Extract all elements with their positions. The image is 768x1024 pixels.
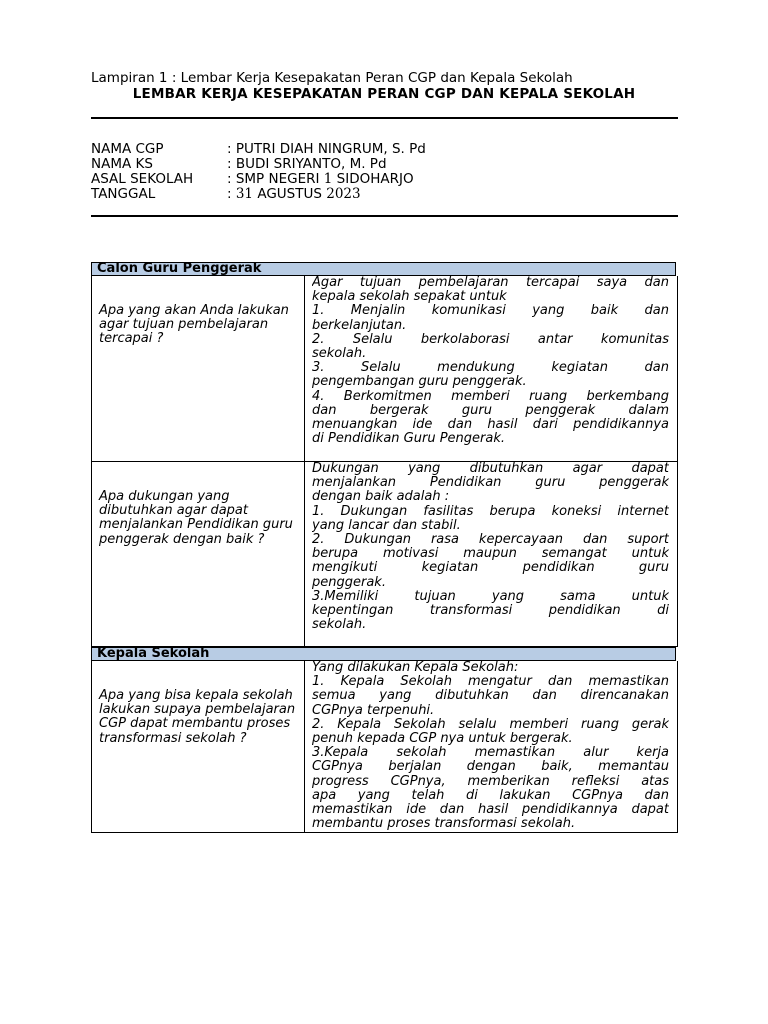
- answer-line: semua yang dibutuhkan dan direncanakan: [312, 689, 669, 704]
- answer-line: penggerak.: [312, 575, 386, 590]
- question-text: Apa yang bisa kepala sekolah lakukan supaya pembelajaran CGP dapat membantu proses transformasi sekolah ?: [99, 688, 296, 746]
- asal-sekolah-value-pre: : SMP NEGERI: [227, 171, 324, 187]
- answer-line: apa yang telah di lakukan CGPnya dan: [312, 788, 669, 803]
- asal-sekolah-value-num: 1: [323, 171, 333, 187]
- question-cell: [92, 462, 305, 646]
- table-row: [91, 661, 678, 833]
- answer-line: di Pendidikan Guru Pengerak.: [312, 432, 505, 447]
- nama-cgp-value: : PUTRI DIAH NINGRUM, S. Pd: [227, 141, 426, 157]
- answer-line: progress CGPnya, memberikan refleksi atas: [312, 774, 669, 789]
- answer-cell: [312, 462, 669, 632]
- tanggal-day: 31: [235, 186, 254, 202]
- answer-line: penuh kepada CGP nya untuk bergerak.: [312, 732, 573, 747]
- answer-line: menjalankan Pendidikan guru penggerak: [312, 476, 669, 491]
- tanggal-label: TANGGAL: [91, 186, 156, 202]
- answer-cell: [312, 661, 669, 831]
- answer-line: sekolah.: [312, 618, 367, 633]
- tanggal-value: [227, 187, 361, 202]
- page-title: LEMBAR KERJA KESEPAKATAN PERAN CGP DAN KEPALA SEKOLAH: [132, 86, 636, 102]
- answer-line: 2. Selalu berkolaborasi antar komunitas: [312, 332, 669, 347]
- answer-line: berupa motivasi maupun semangat untuk: [312, 547, 669, 562]
- question-text: Apa yang akan Anda lakukan agar tujuan pembelajaran tercapai ?: [99, 303, 289, 347]
- nama-cgp-label: NAMA CGP: [91, 141, 164, 157]
- answer-line: menuangkan ide dan hasil dari pendidikannya: [312, 418, 669, 433]
- answer-line: 3.Memiliki tujuan yang sama untuk: [312, 589, 669, 604]
- asal-sekolah-value: [227, 172, 414, 187]
- answer-line: CGPnya berjalan dengan baik, memantau: [312, 760, 669, 775]
- info-row-nama-ks: [91, 157, 426, 172]
- question-cell: [92, 276, 305, 461]
- answer-line: 3.Kepala sekolah memastikan alur kerja: [312, 746, 669, 761]
- answer-line: sekolah.: [312, 347, 367, 362]
- answer-line: 1. Menjalin komunikasi yang baik dan: [312, 304, 669, 319]
- answer-line: yang lancar dan stabil.: [312, 518, 461, 533]
- tanggal-year: 2023: [326, 186, 361, 202]
- tanggal-value-pre: :: [227, 186, 236, 202]
- answer-line: 1. Kepala Sekolah mengatur dan memastikan: [312, 675, 669, 690]
- answer-cell: [312, 276, 669, 446]
- answer-line: berkelanjutan.: [312, 318, 407, 333]
- attachment-caption: Lampiran 1 : Lembar Kerja Kesepakatan Peran CGP dan Kepala Sekolah: [91, 70, 573, 86]
- info-row-asal-sekolah: [91, 172, 426, 187]
- nama-ks-value: : BUDI SRIYANTO, M. Pd: [227, 156, 387, 172]
- question-cell: [92, 661, 305, 832]
- table-row: [91, 462, 678, 647]
- answer-line: pengembangan guru penggerak.: [312, 375, 527, 390]
- nama-ks-label: NAMA KS: [91, 156, 153, 172]
- answer-line: membantu proses transformasi sekolah.: [312, 817, 576, 832]
- identity-block: [91, 142, 426, 202]
- answer-line: kepentingan transformasi pendidikan di: [312, 604, 669, 619]
- answer-line: 4. Berkomitmen memberi ruang berkembang: [312, 389, 669, 404]
- answer-line: dengan baik adalah :: [312, 490, 450, 505]
- question-text: Apa dukungan yang dibutuhkan agar dapat menjalankan Pendidikan guru penggerak dengan baik ?: [99, 489, 293, 547]
- info-row-nama-cgp: [91, 142, 426, 157]
- answer-line: memastikan ide dan hasil pendidikannya dapat: [312, 803, 669, 818]
- asal-sekolah-value-post: SIDOHARJO: [332, 171, 414, 187]
- table-row: [91, 276, 678, 462]
- answer-line: dan bergerak guru penggerak dalam: [312, 403, 669, 418]
- section-heading-ks: Kepala Sekolah: [91, 647, 676, 661]
- answer-line: Yang dilakukan Kepala Sekolah:: [312, 661, 519, 675]
- answer-line: Dukungan yang dibutuhkan agar dapat: [312, 462, 669, 476]
- bottom-divider: [91, 215, 678, 217]
- answer-line: 3. Selalu mendukung kegiatan dan: [312, 361, 669, 376]
- answer-line: 1. Dukungan fasilitas berupa koneksi internet: [312, 504, 669, 519]
- section-heading-cgp: Calon Guru Penggerak: [91, 262, 676, 276]
- top-divider: [91, 117, 678, 119]
- answer-line: 2. Kepala Sekolah selalu memberi ruang gerak: [312, 717, 669, 732]
- asal-sekolah-label: ASAL SEKOLAH: [91, 171, 194, 187]
- tanggal-month: AGUSTUS: [253, 186, 327, 202]
- answer-line: CGPnya terpenuhi.: [312, 703, 435, 718]
- answer-line: mengikuti kegiatan pendidikan guru: [312, 561, 669, 576]
- answer-line: kepala sekolah sepakat untuk: [312, 290, 507, 305]
- info-row-tanggal: [91, 187, 426, 202]
- answer-line: 2. Dukungan rasa kepercayaan dan suport: [312, 533, 669, 548]
- answer-line: Agar tujuan pembelajaran tercapai saya dan: [312, 276, 669, 290]
